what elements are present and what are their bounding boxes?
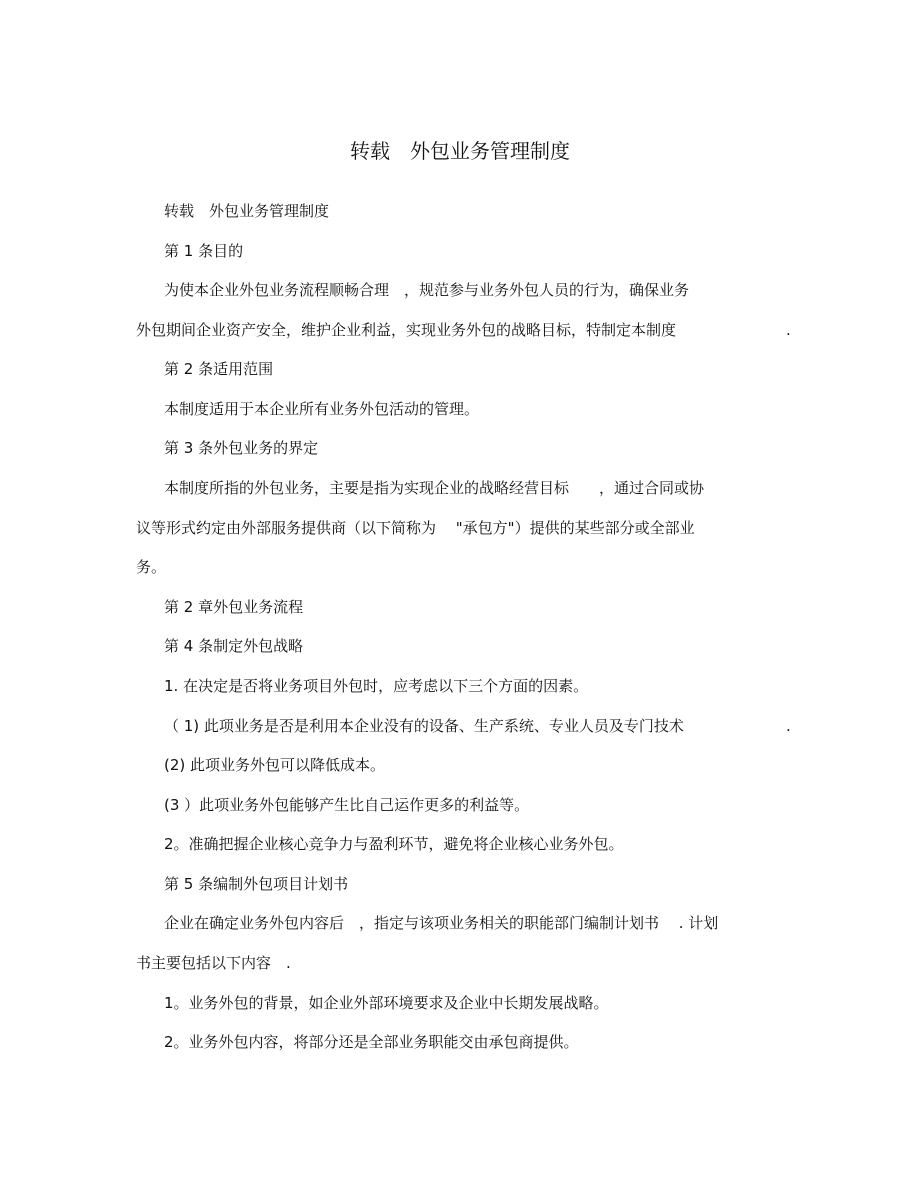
trailing-period: . bbox=[786, 321, 791, 339]
article-4-subitem-2: (2) 此项业务外包可以降低成本。 bbox=[164, 756, 386, 774]
article-2-text: 本制度适用于本企业所有业务外包活动的管理。 bbox=[164, 400, 480, 418]
trailing-period: . bbox=[786, 717, 791, 735]
article-3-heading: 第 3 条外包业务的界定 bbox=[164, 439, 319, 457]
article-1-heading: 第 1 条目的 bbox=[164, 242, 244, 260]
article-2-heading: 第 2 条适用范围 bbox=[164, 360, 274, 378]
article-4-item-2: 2。准确把握企业核心竞争力与盈利环节，避免将企业核心业务外包。 bbox=[164, 835, 624, 853]
article-3-text-line-2: 议等形式约定由外部服务提供商（以下简称为 "承包方"）提供的某些部分或全部业 bbox=[136, 519, 695, 537]
article-1-text-line-1: 为使本企业外包业务流程顺畅合理 ，规范参与业务外包人员的行为，确保业务 bbox=[164, 281, 690, 299]
article-5-item-1: 1。业务外包的背景，如企业外部环境要求及企业中长期发展战略。 bbox=[164, 994, 609, 1012]
article-4-item-1: 1. 在决定是否将业务项目外包时，应考虑以下三个方面的因素。 bbox=[164, 677, 589, 695]
article-5-text-line-2: 书主要包括以下内容 . bbox=[136, 954, 291, 972]
article-1-text-line-2: 外包期间企业资产安全，维护企业利益，实现业务外包的战略目标，特制定本制度 bbox=[136, 321, 677, 339]
article-4-subitem-1: （ 1) 此项业务是否是利用本企业没有的设备、生产系统、专业人员及专门技术 bbox=[164, 717, 684, 735]
subtitle-line: 转载 外包业务管理制度 bbox=[164, 202, 330, 220]
article-3-text-line-3: 务。 bbox=[136, 558, 167, 576]
article-4-subitem-3: (3 ）此项业务外包能够产生比自己运作更多的利益等。 bbox=[164, 796, 530, 814]
article-5-item-2: 2。业务外包内容，将部分还是全部业务职能交由承包商提供。 bbox=[164, 1033, 579, 1051]
article-5-text-line-1: 企业在确定业务外包内容后 ，指定与该项业务相关的职能部门编制计划书 . 计划 bbox=[164, 914, 719, 932]
chapter-2-heading: 第 2 章外包业务流程 bbox=[164, 598, 304, 616]
article-5-heading: 第 5 条编制外包项目计划书 bbox=[164, 875, 349, 893]
article-3-text-line-1: 本制度所指的外包业务，主要是指为实现企业的战略经营目标 ，通过合同或协 bbox=[164, 479, 705, 497]
article-4-heading: 第 4 条制定外包战略 bbox=[164, 637, 304, 655]
document-title: 转载 外包业务管理制度 bbox=[350, 139, 570, 163]
